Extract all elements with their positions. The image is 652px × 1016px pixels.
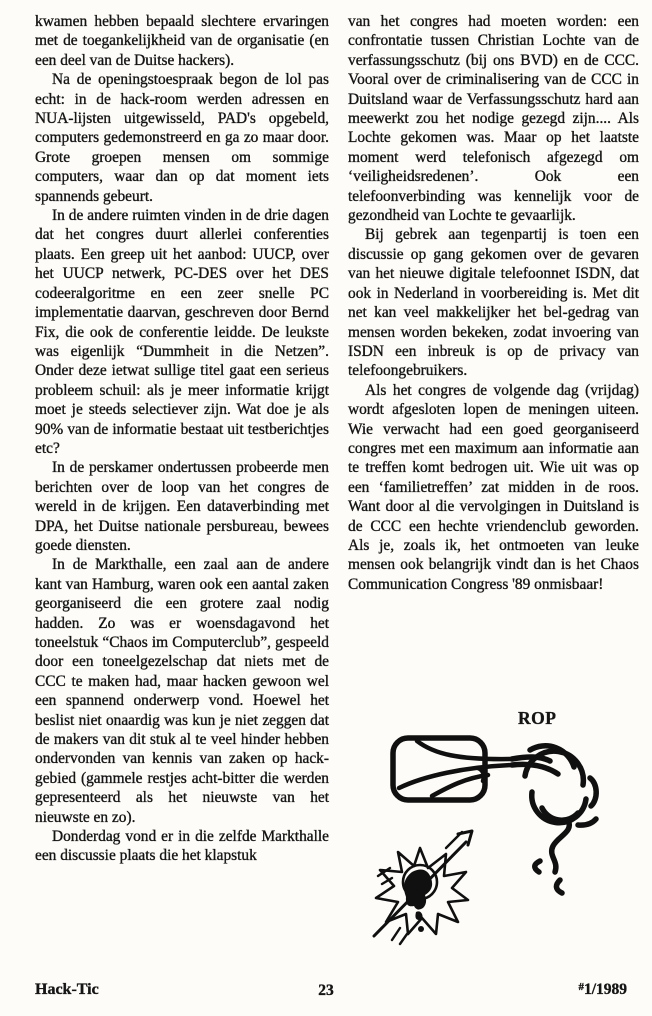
paragraph: In de Markthalle, een zaal aan de andere kant van Hamburg, waren ook een aantal zaken georganiseerd die een grotere zaal nodig hadden. Zo was er woensdagavond het toneelstuk “Chaos im Computerclub”, gespeeld door een toneelgezelschap dat niets met de CCC te maken had, maar hacken gewoon wel een spannend onderwerp vond. Hoewel het beslist niet onaardig was kun je niet zeggen dat de makers van dit stuk al te veel hinder hebben ondervonden van kennis van zaken op hack-gebied (gammele restjes acht-bitter die werden gepresenteerd als het nieuwste van het nieuwste en zo). xyxy=(35,556,329,826)
paragraph: Donderdag vond er in die zelfde Markthalle een discussie plaats die het klapstuk xyxy=(35,828,329,865)
wire-tail xyxy=(535,819,596,893)
wire-knot-cartoon-illustration xyxy=(362,730,620,982)
paragraph: Na de openingstoespraak begon de lol pas echt: in de hack-room werden adressen en NUA-lijsten uitgewisseld, PAD's opgebeld, computers gedemonstreerd en ga zo maar door. Grote groepen mensen om sommige computers, waar dan op dat moment iets spannends gebeurt. xyxy=(35,71,329,205)
footer-magazine-title: Hack-Tic xyxy=(35,981,99,998)
right-column xyxy=(348,12,639,594)
footer-issue xyxy=(578,981,627,999)
paragraph: kwamen hebben bepaald slechtere ervaringen met de toegankelijkheid van de organisatie (en een deel van de Duitse hackers). xyxy=(35,13,329,69)
paragraph: Als het congres de volgende dag (vrijdag) wordt afgesloten lopen de meningen uiteen. Wie verwacht had een goed georganiseerd congres met een maximum aan informatie aan te treffen komt bedrogen uit. Wie uit was op een ‘familietreffen’ zat midden in de roos. Want door al die vervolgingen in Duitsland is de CCC een hechte vriendenclub geworden. Als je, zoals ik, het ontmoeten van leuke mensen ook belangrijk vindt dan is het Chaos Communication Congress '89 onmisbaar! xyxy=(348,381,639,593)
page-footer xyxy=(0,979,652,1003)
footer-issue-hash: # xyxy=(578,981,584,993)
left-column xyxy=(35,12,329,866)
footer-page-number: 23 xyxy=(318,982,334,999)
footer-issue-number: 1/1989 xyxy=(583,981,627,998)
paragraph: Bij gebrek aan tegenpartij is toen een discussie op gang gekomen over de gevaren van het nieuwe digitale telefoonnet ISDN, dat ook in Nederland in voorbereiding is. Met dit net kan veel makkelijker het bel-gedrag van mensen worden bekeken, zodat invoering van ISDN een inbreuk is op de privacy van telefoongebruikers. xyxy=(348,226,639,380)
spark-burst xyxy=(376,848,468,944)
cartoon-cables xyxy=(399,741,512,796)
wire-knot xyxy=(512,746,596,823)
paragraph: van het congres had moeten worden: een confrontatie tussen Christian Lochte van de verfassungsschutz (bij ons BVD) en de CCC. Vooral over de criminalisering van de CCC in Duitsland waar de Verfassungsschutz hard aan meewerkt zou het nodige gezegd zijn.... Als Lochte gekomen was. Maar op het laatste moment werd telefonisch afgezegd om ‘veiligheidsredenen’. Ook een telefoonverbinding was kennelijk voor de gezondheid van Lochte te gevaarlijk. xyxy=(348,13,639,225)
paragraph: In de perskamer ondertussen probeerde men berichten over de loop van het congres de wereld in de krijgen. Een dataverbinding met DPA, het Duitse nationale persbureau, bewees goede diensten. xyxy=(35,459,329,554)
paragraph: In de andere ruimten vinden in de drie dagen dat het congres duurt allerlei conferenties plaats. Een greep uit het aanbod: UUCP, over het UUCP netwerk, PC-DES over het DES codeeralgoritme en een zeer snelle PC implementatie daarvan, geschreven door Bernd Fix, die ook de conferentie leidde. De leukste was eigenlijk “Dummheit in die Netzen”. Onder deze ietwat sullige titel gaat een serieus probleem schuil: als je meer informatie krijgt moet je steeds selectiever zijn. Wat doe je als 90% van de informatie bestaat uit testberichtjes etc? xyxy=(35,207,329,457)
author-byline: ROP xyxy=(518,708,557,728)
